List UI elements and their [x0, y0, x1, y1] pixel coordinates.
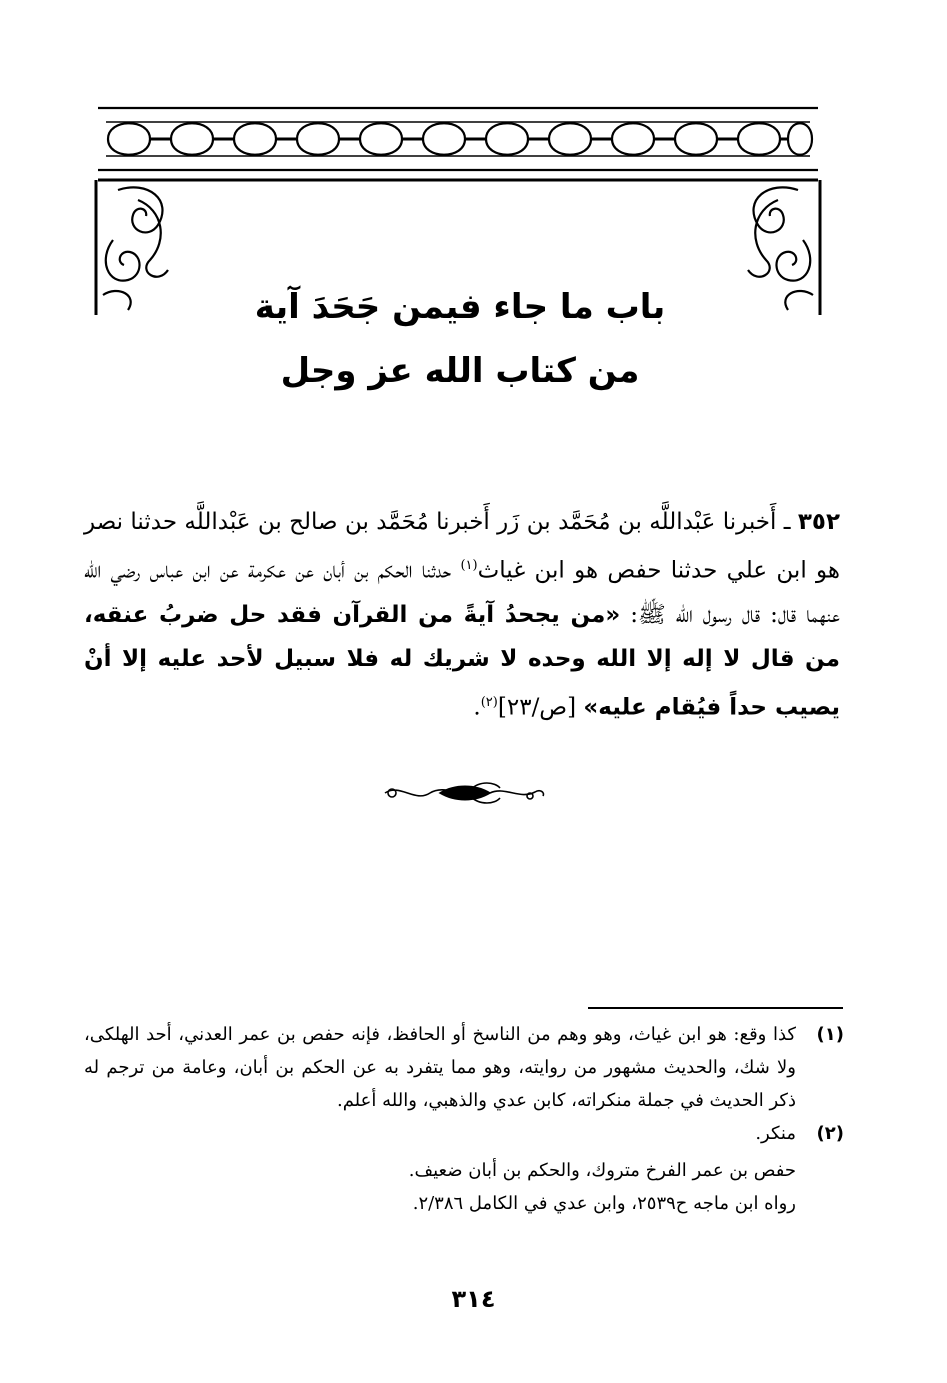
footnote-ref-2: (٢) — [480, 694, 498, 710]
footnote-2-number: (٢) — [816, 1123, 844, 1144]
hadith-end: . — [473, 694, 481, 721]
footnote-divider — [588, 1007, 843, 1009]
footnotes — [84, 1018, 844, 1220]
footnote-1-number: (١) — [816, 1024, 844, 1045]
hadith-isnad-continued: حدثنا الحكم بن أبان عن عكرمة عن ابن عباس رضي الله عنهما قال: قال رسول الله ﷺ: — [84, 557, 840, 628]
hadith-paragraph — [84, 500, 840, 729]
chapter-title — [180, 275, 740, 403]
footnote-2-line-2: حفص بن عمر الفرخ متروك، والحكم بن أبان ضعيف. — [408, 1160, 796, 1181]
section-separator-ornament — [380, 778, 550, 808]
footnote-2 — [84, 1117, 844, 1150]
hadith-matn: «من يجحدُ آيةً من القرآن فقد حل ضربُ عنقه، من قال لا إله إلا الله وحده لا شريك له فلا سبيل لأحد عليه إلا أنْ يصيب حداً فيُقام عليه» — [84, 601, 840, 721]
footnote-1 — [84, 1018, 844, 1117]
hadith-source: [ص/٢٣] — [497, 694, 584, 721]
footnote-2-text: منكر. — [755, 1123, 796, 1144]
hadith-isnad: ـ أَخبرنا عَبْداللَّه بن مُحَمَّد بن زَر أَخبرنا مُحَمَّد بن صالح بن عَبْداللَّه حدثنا نصر هو ابن علي حدثنا حفص هو ابن غياث — [84, 509, 841, 584]
footnote-1-text: كذا وقع: هو ابن غياث، وهو وهم من الناسخ أو الحافظ، فإنه حفص بن عمر العدني، أحد الهلكى، ولا شك، والحديث مشهور من روايته، وهو مما يتفرد به عن الحكم بن أبان، وعامة من ترجم له ذكر الحديث في جملة منكراته، كابن عدي والذهبي، والله أعلم. — [84, 1024, 796, 1111]
chapter-title-line-1: باب ما جاء فيمن جَحَدَ آية — [254, 287, 666, 327]
hadith-number: ٣٥٢ — [797, 509, 840, 535]
page-number: ٣١٤ — [451, 1285, 496, 1313]
chapter-title-line-2: من كتاب الله عز وجل — [280, 351, 640, 391]
footnote-ref-1: (١) — [460, 558, 478, 573]
footnote-2-line-3: رواه ابن ماجه ح٢٥٣٩، وابن عدي في الكامل ٢/٣٨٦. — [412, 1193, 796, 1214]
